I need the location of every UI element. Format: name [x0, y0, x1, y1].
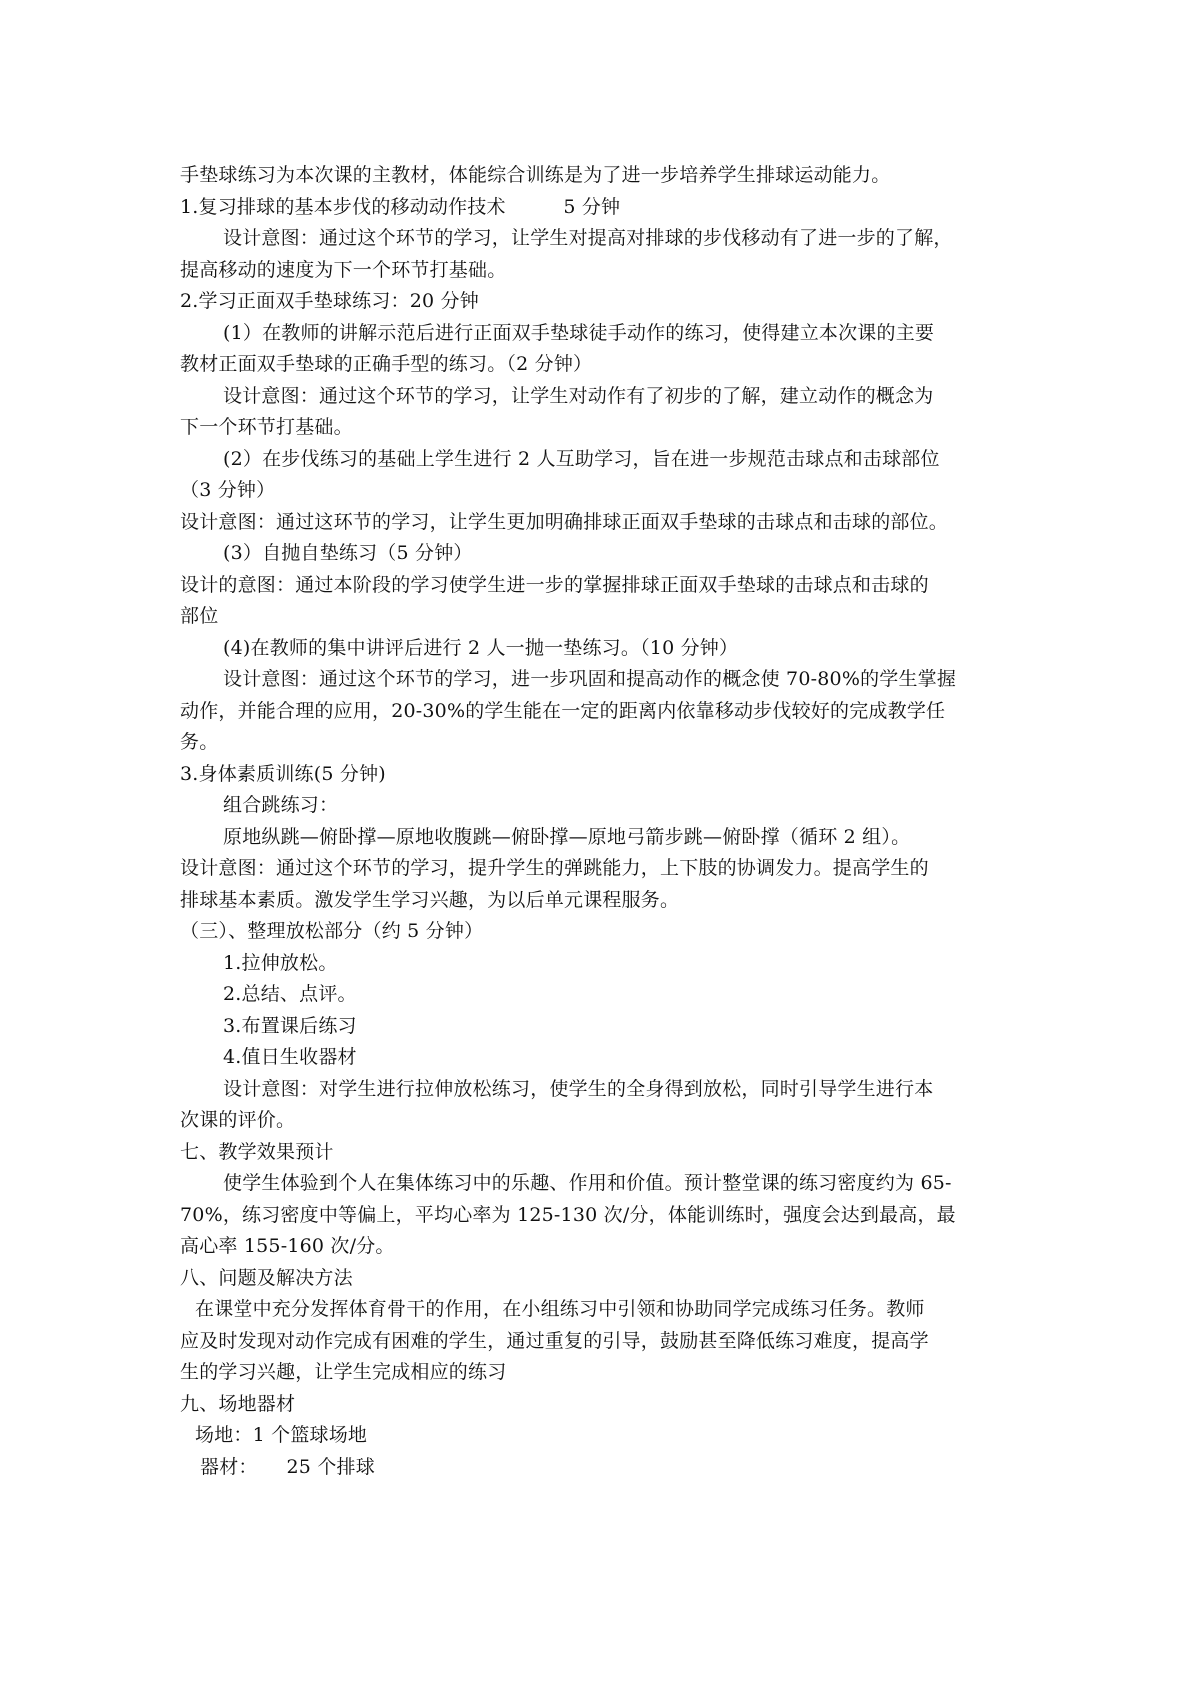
- text-line: 提高移动的速度为下一个环节打基础。: [180, 259, 507, 281]
- text-line: 设计的意图：通过本阶段的学习使学生进一步的掌握排球正面双手垫球的击球点和击球的: [180, 574, 929, 596]
- text-line: 应及时发现对动作完成有困难的学生，通过重复的引导，鼓励甚至降低练习难度，提高学: [180, 1330, 929, 1352]
- text-line: 3.布置课后练习: [223, 1015, 357, 1037]
- text-line: 1.拉伸放松。: [223, 952, 338, 974]
- text-line: 设计意图：通过这个环节的学习，进一步巩固和提高动作的概念使 70-80%的学生掌握: [223, 668, 957, 690]
- text-line: 七、教学效果预计: [180, 1141, 334, 1163]
- text-line: 70%，练习密度中等偏上，平均心率为 125-130 次/分，体能训练时，强度会达到最高，最: [180, 1204, 956, 1226]
- text-line: 设计意图：对学生进行拉伸放松练习，使学生的全身得到放松，同时引导学生进行本: [223, 1078, 934, 1100]
- text-line: (2）在步伐练习的基础上学生进行 2 人互助学习，旨在进一步规范击球点和击球部位: [223, 448, 940, 470]
- text-line: 在课堂中充分发挥体育骨干的作用，在小组练习中引领和协助同学完成练习任务。教师: [195, 1298, 925, 1320]
- text-line: 3.身体素质训练(5 分钟): [180, 763, 386, 785]
- text-line: 下一个环节打基础。: [180, 416, 353, 438]
- text-line: 高心率 155-160 次/分。: [180, 1235, 395, 1257]
- text-line: 手垫球练习为本次课的主教材，体能综合训练是为了进一步培养学生排球运动能力。: [180, 164, 891, 186]
- text-line: 组合跳练习：: [223, 794, 339, 816]
- text-line: 务。: [180, 731, 219, 753]
- text-line: 场地：1 个篮球场地: [195, 1424, 368, 1446]
- text-line: （三）、整理放松部分（约 5 分钟）: [180, 920, 484, 942]
- text-line: (3）自抛自垫练习（5 分钟）: [223, 542, 473, 564]
- text-line: 器材： 25 个排球: [200, 1456, 375, 1478]
- text-line: 2.学习正面双手垫球练习：20 分钟: [180, 290, 479, 312]
- text-line: 九、场地器材: [180, 1393, 296, 1415]
- text-line: 设计意图：通过这个环节的学习，让学生对动作有了初步的了解，建立动作的概念为: [223, 385, 934, 407]
- text-line: (1）在教师的讲解示范后进行正面双手垫球徒手动作的练习，使得建立本次课的主要: [223, 322, 935, 344]
- text-line: 1.复习排球的基本步伐的移动动作技术 5 分钟: [180, 196, 621, 218]
- text-line: 4.值日生收器材: [223, 1046, 357, 1068]
- text-line: 设计意图：通过这个环节的学习，提升学生的弹跳能力，上下肢的协调发力。提高学生的: [180, 857, 929, 879]
- text-line: 次课的评价。: [180, 1109, 296, 1131]
- text-line: 2.总结、点评。: [223, 983, 357, 1005]
- text-line: 教材正面双手垫球的正确手型的练习。（2 分钟）: [180, 353, 593, 375]
- text-line: 八、问题及解决方法: [180, 1267, 353, 1289]
- text-line: 生的学习兴趣，让学生完成相应的练习: [180, 1361, 507, 1383]
- text-line: 设计意图：通过这环节的学习，让学生更加明确排球正面双手垫球的击球点和击球的部位。: [180, 511, 949, 533]
- text-line: 部位: [180, 605, 219, 627]
- text-line: 原地纵跳—俯卧撑—原地收腹跳—俯卧撑—原地弓箭步跳—俯卧撑（循环 2 组）。: [223, 826, 911, 848]
- text-line: 排球基本素质。激发学生学习兴趣，为以后单元课程服务。: [180, 889, 680, 911]
- text-line: 设计意图：通过这个环节的学习，让学生对提高对排球的步伐移动有了进一步的了解，: [223, 227, 953, 249]
- text-line: (4)在教师的集中讲评后进行 2 人一抛一垫练习。（10 分钟）: [223, 637, 739, 659]
- text-line: 动作，并能合理的应用，20-30%的学生能在一定的距离内依靠移动步伐较好的完成教学任: [180, 700, 946, 722]
- text-line: （3 分钟）: [180, 479, 276, 501]
- text-line: 使学生体验到个人在集体练习中的乐趣、作用和价值。预计整堂课的练习密度约为 65-: [223, 1172, 952, 1194]
